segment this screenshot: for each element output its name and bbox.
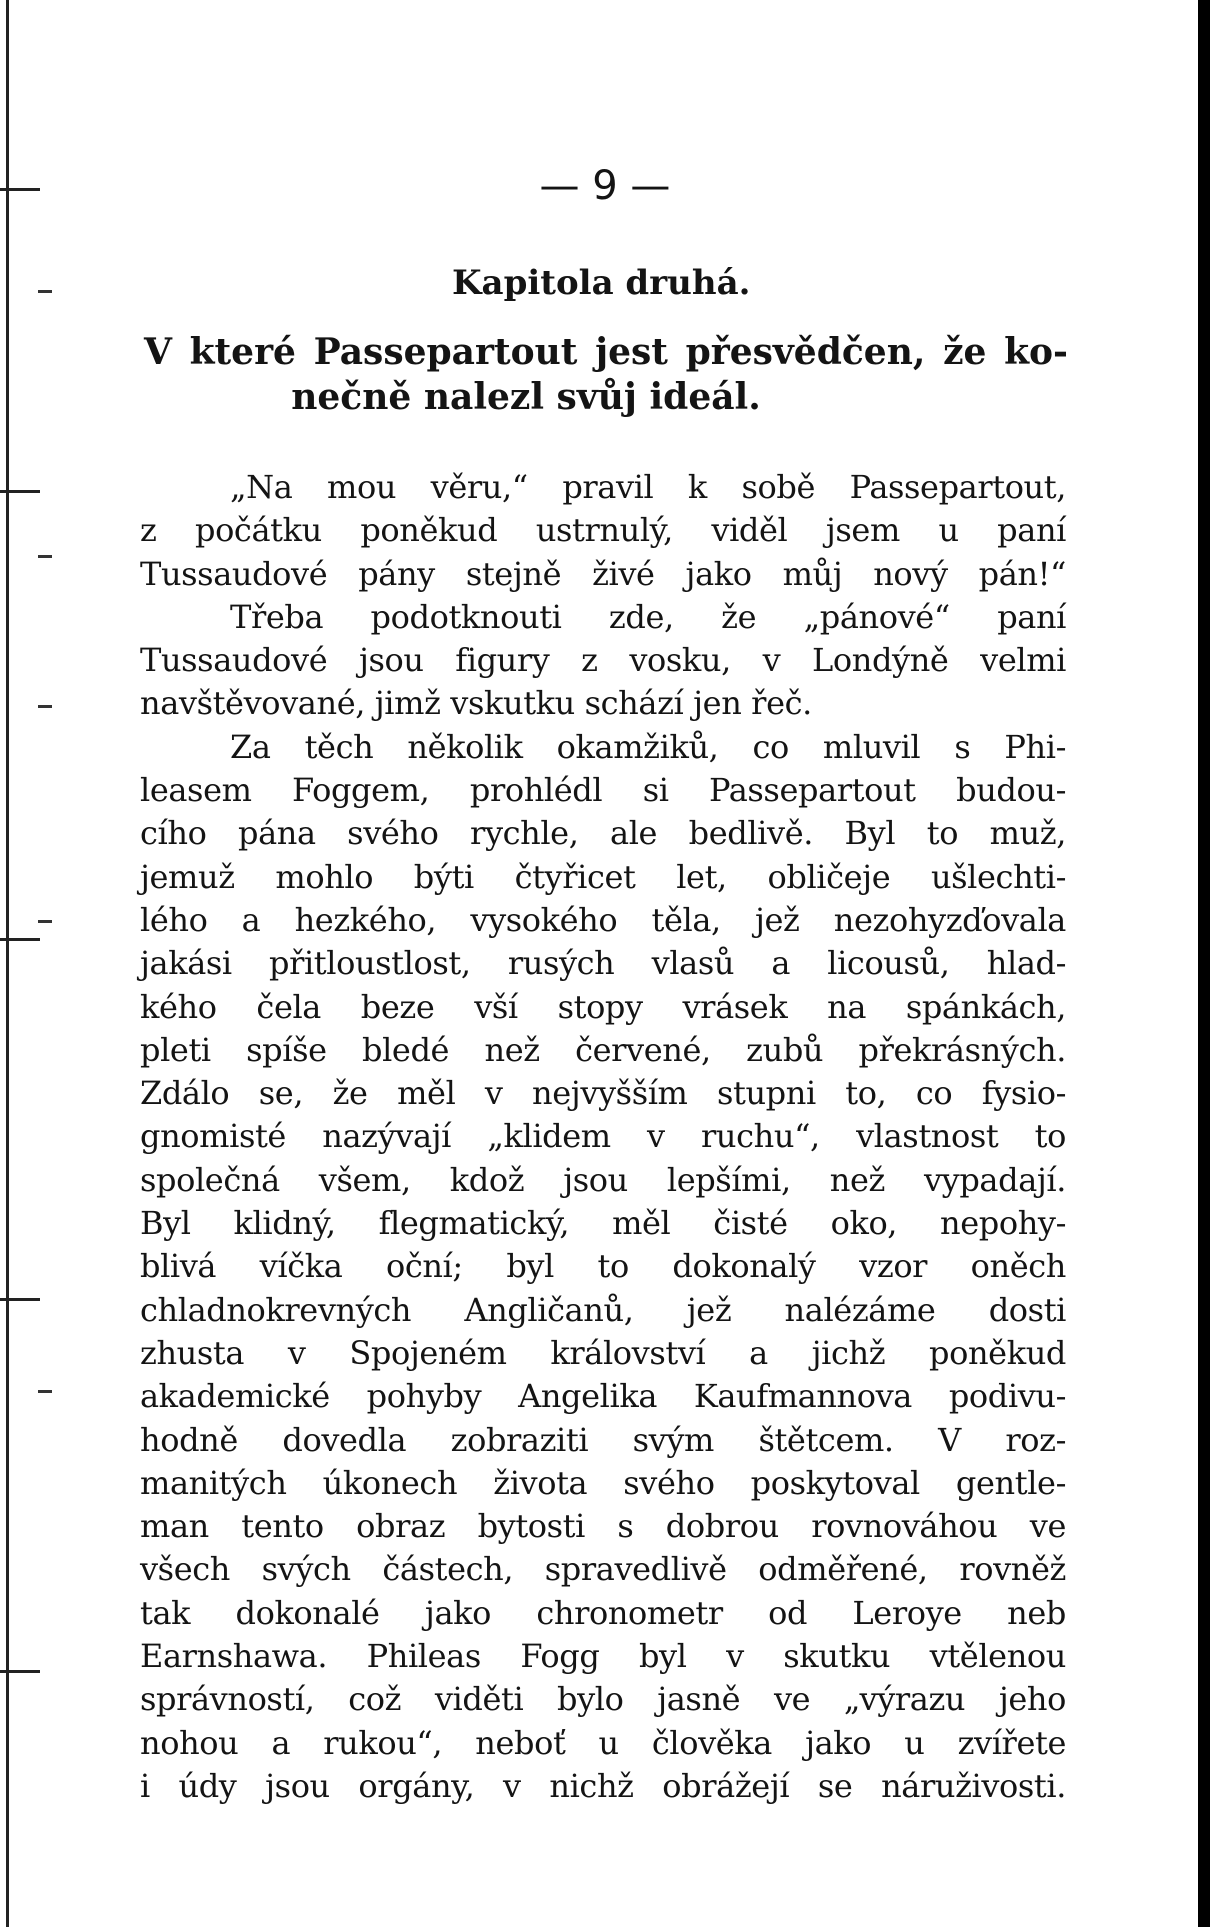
text-line: man tento obraz bytosti s dobrou rovnováhou ve [140, 1507, 1066, 1546]
margin-dash [38, 705, 52, 708]
text-line: všech svých částech, spravedlivě odměřené, rovněž [140, 1550, 1066, 1589]
text-line: akademické pohyby Angelika Kaufmannova podivu- [140, 1377, 1066, 1416]
binding-tick [0, 490, 40, 493]
text-line: cího pána svého rychle, ale bedlivě. Byl to muž, [140, 814, 1066, 853]
text-line: z počátku poněkud ustrnulý, viděl jsem u paní [140, 511, 1066, 550]
margin-dash [38, 920, 52, 923]
text-line: „Na mou věru,“ pravil k sobě Passepartout, [230, 468, 1066, 506]
subtitle-line: nečně nalezl svůj ideál. [291, 376, 761, 418]
binding-tick [0, 1670, 40, 1673]
text-line: tak dokonalé jako chronometr od Leroye neb [140, 1593, 1066, 1632]
text-line: hodně dovedla zobraziti svým štětcem. V roz- [140, 1420, 1066, 1459]
binding-edge [6, 0, 9, 1927]
body-text [140, 466, 1066, 1808]
margin-dash [38, 290, 52, 293]
text-line: Earnshawa. Phileas Fogg byl v skutku vtělenou [140, 1637, 1066, 1676]
text-line: Byl klidný, flegmatický, měl čisté oko, nepohy- [140, 1204, 1066, 1243]
text-line: jakási přitloustlost, rusých vlasů a licousů, hlad- [140, 944, 1066, 983]
text-line: pleti spíše bledé než červené, zubů překrásných. [140, 1030, 1066, 1069]
text-line: Zdálo se, že měl v nejvyšším stupni to, co fysio- [140, 1074, 1066, 1113]
subtitle-line: V které Passepartout jest přesvědčen, že ko- [144, 331, 1068, 373]
margin-dash [38, 555, 52, 558]
text-line: chladnokrevných Angličanů, jež nalézáme dosti [140, 1290, 1066, 1329]
text-line: blivá víčka oční; byl to dokonalý vzor oněch [140, 1247, 1066, 1286]
text-line: společná všem, kdož jsou lepšími, než vypadají. [140, 1160, 1066, 1199]
text-line: navštěvované, jimž vskutku schází jen řeč. [140, 684, 812, 723]
text-line: zhusta v Spojeném království a jichž poněkud [140, 1333, 1066, 1372]
text-line: Třeba podotknouti zde, že „pánové“ paní [230, 597, 1066, 636]
binding-tick [0, 938, 40, 941]
text-line: gnomisté nazývají „klidem v ruchu“, vlastnost to [140, 1117, 1066, 1156]
text-line: manitých úkonech života svého poskytoval gentle- [140, 1463, 1066, 1502]
margin-dash [38, 1390, 52, 1393]
text-line: nohou a rukou“, neboť u člověka jako u zvířete [140, 1723, 1066, 1762]
text-line: leasem Foggem, prohlédl si Passepartout budou- [140, 771, 1066, 810]
text-line: kého čela beze vší stopy vrásek na spánkách, [140, 987, 1066, 1026]
text-line: správností, což viděti bylo jasně ve „výrazu jeho [140, 1680, 1066, 1719]
text-line: lého a hezkého, vysokého těla, jež nezohyzďovala [140, 900, 1066, 939]
page-number: — 9 — [539, 163, 671, 209]
chapter-subtitle [144, 330, 1068, 420]
binding-tick [0, 1298, 40, 1301]
text-line: jemuž mohlo býti čtyřicet let, obličeje ušlechti- [140, 857, 1066, 896]
text-line: Za těch několik okamžiků, co mluvil s Phi- [230, 727, 1066, 766]
text-line: Tussaudové pány stejně živé jako můj nový pán!“ [140, 554, 1066, 593]
chapter-title: Kapitola druhá. [452, 263, 751, 303]
page-edge-right [1198, 0, 1210, 1927]
text-line: Tussaudové jsou figury z vosku, v Londýně velmi [140, 641, 1066, 680]
text-line: i údy jsou orgány, v nichž obrážejí se náruživosti. [140, 1766, 1066, 1805]
